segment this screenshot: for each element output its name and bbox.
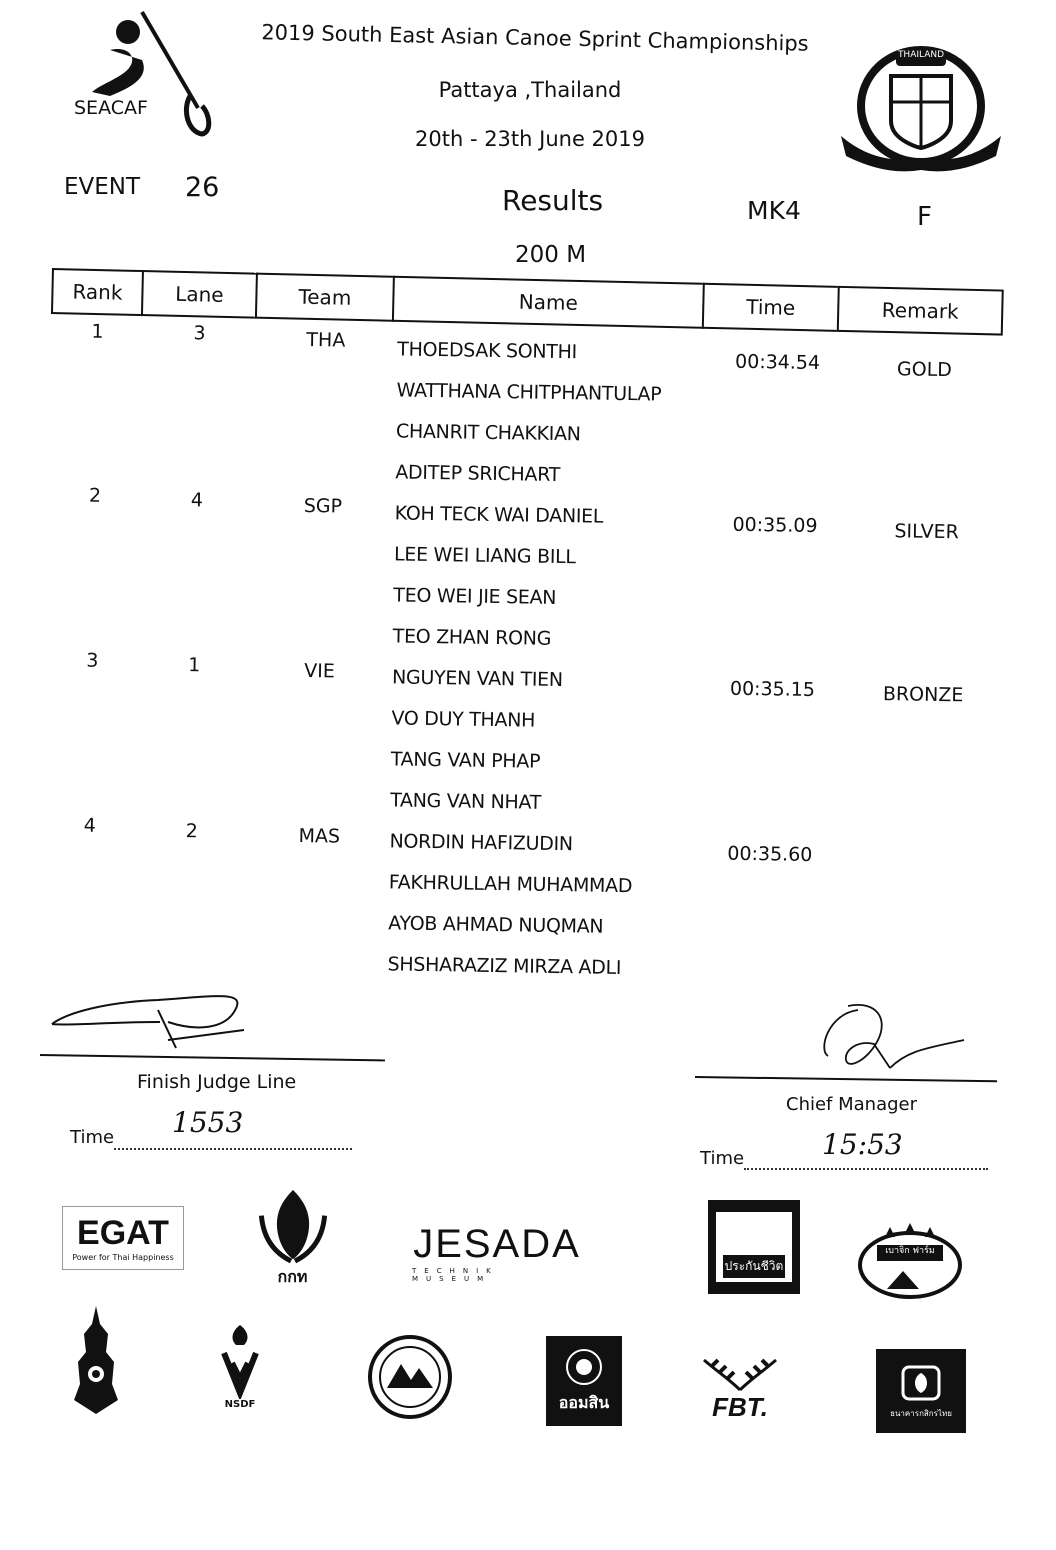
championship-dates: 20th - 23th June 2019 (415, 127, 645, 151)
athlete-name: FAKHRULLAH MUHAMMAD (388, 871, 633, 898)
nsdf-logo (200, 1308, 280, 1424)
jesada-museum-logo (412, 1221, 582, 1283)
header-team: Team (255, 273, 393, 322)
header-time: Time (702, 283, 838, 332)
lane-cell: 2 (185, 820, 198, 843)
time-cell: 00:35.60 (727, 842, 813, 867)
athlete-name: NORDIN HAFIZUDIN (389, 830, 573, 856)
lane-cell: 3 (193, 322, 206, 345)
sports-authority-logo (250, 1186, 335, 1290)
athlete-name: WATTHANA CHITPHANTULAP (396, 379, 662, 406)
team-cell: MAS (298, 824, 341, 848)
gsb-logo (546, 1336, 622, 1426)
athlete-name: TANG VAN PHAP (390, 748, 541, 773)
time-cell: 00:34.54 (734, 350, 821, 375)
remark-cell: SILVER (894, 520, 960, 544)
org-short-name: SEACAF (74, 97, 148, 119)
farm-logo (857, 1218, 963, 1304)
finish-judge-time-value: 1553 (172, 1106, 244, 1139)
boat-class: MK4 (747, 196, 801, 225)
chief-manager-signature (818, 1000, 968, 1080)
finish-judge-signature (48, 982, 258, 1052)
finish-judge-signature-line (40, 1054, 385, 1061)
jesada-logo-sub: TECHNIK MUSEUM (412, 1266, 499, 1283)
time-cell: 00:35.15 (729, 677, 816, 702)
team-cell: SGP (303, 494, 343, 518)
laurel-icon (700, 1356, 780, 1392)
nsdf-logo-text: NSDF (224, 1398, 256, 1410)
remark-cell: BRONZE (882, 683, 964, 707)
farm-logo-text: เบาจิก ฟาร์ม (885, 1246, 935, 1256)
championship-title: 2019 South East Asian Canoe Sprint Championships (261, 20, 809, 56)
athlete-name: TANG VAN NHAT (390, 789, 542, 814)
rank-cell: 2 (88, 484, 102, 507)
race-distance: 200 M (515, 242, 587, 268)
chief-manager-label: Chief Manager (786, 1094, 918, 1115)
athlete-name: NGUYEN VAN TIEN (391, 666, 563, 692)
race-final-code: F (917, 202, 932, 232)
results-heading: Results (502, 184, 604, 217)
university-seal-logo (366, 1334, 454, 1420)
egat-logo-tagline: Power for Thai Happiness (72, 1253, 174, 1262)
header-lane: Lane (141, 270, 256, 319)
finish-judge-label: Finish Judge Line (137, 1071, 297, 1093)
time-cell: 00:35.09 (732, 513, 818, 538)
bank-leaf-icon (899, 1363, 943, 1403)
athlete-name: SHSHARAZIZ MIRZA ADLI (387, 953, 622, 980)
header-rank: Rank (51, 268, 142, 316)
gsb-seal-icon (564, 1347, 604, 1387)
athlete-name: VO DUY THANH (391, 707, 536, 732)
fbt-logo-text: FBT. (712, 1391, 768, 1422)
rank-cell: 4 (83, 814, 97, 837)
team-cell: THA (306, 329, 346, 352)
team-cell: VIE (304, 660, 335, 683)
remark-cell: GOLD (896, 358, 953, 382)
lane-cell: 1 (188, 654, 201, 677)
header-remark: Remark (837, 286, 1004, 336)
insurance-logo-text: ประกันชีวิต (723, 1255, 786, 1278)
header-name: Name (392, 276, 703, 329)
torch-figure-icon (210, 1323, 270, 1399)
insurance-logo (708, 1200, 800, 1294)
athlete-name: LEE WEI LIANG BILL (393, 543, 576, 569)
chief-manager-time-value: 15:53 (822, 1128, 903, 1161)
lane-cell: 4 (190, 489, 204, 512)
finish-judge-time-label: Time (70, 1127, 115, 1148)
egat-logo-name: EGAT (77, 1214, 169, 1252)
finish-judge-time-dots (114, 1148, 352, 1150)
emblem-banner-text: THAILAND (897, 50, 945, 60)
athlete-name: AYOB AHMAD NUQMAN (388, 912, 604, 938)
chief-manager-time-dots (744, 1168, 988, 1170)
athlete-name: CHANRIT CHAKKIAN (395, 420, 581, 446)
athlete-name: TEO ZHAN RONG (392, 625, 552, 650)
athlete-name: ADITEP SRICHART (395, 461, 561, 486)
athlete-name: THOEDSAK SONTHI (397, 338, 578, 364)
sports-authority-text: กกท (277, 1267, 308, 1286)
event-number: 26 (185, 172, 220, 203)
athlete-name: TEO WEI JIE SEAN (393, 584, 557, 609)
fbt-logo (698, 1352, 782, 1426)
bank-logo-text: ธนาคารกสิกรไทย (890, 1408, 952, 1418)
chief-manager-time-label: Time (700, 1148, 745, 1169)
egat-logo (62, 1206, 184, 1270)
garuda-emblem-icon (253, 1186, 333, 1265)
rank-cell: 3 (86, 649, 99, 672)
navy-emblem-logo (66, 1304, 126, 1416)
bank-logo (876, 1349, 966, 1433)
jesada-logo-name: JESADA (413, 1221, 581, 1266)
event-label: EVENT (64, 174, 141, 200)
championship-location: Pattaya ,Thailand (438, 78, 622, 102)
gsb-logo-text: ออมสิน (558, 1392, 610, 1412)
rank-cell: 1 (91, 320, 104, 343)
athlete-name: KOH TECK WAI DANIEL (394, 502, 604, 528)
